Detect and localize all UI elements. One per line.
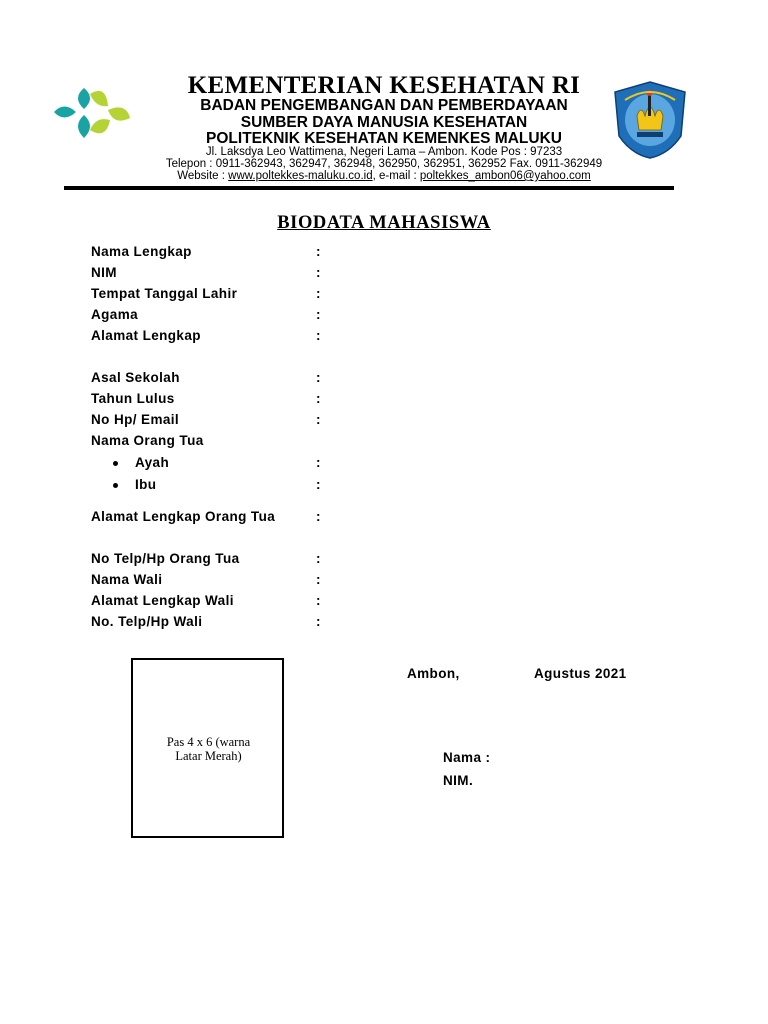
field-colon: : — [316, 593, 321, 608]
field-label-alamat-orang-tua: Alamat Lengkap Orang Tua — [91, 509, 276, 524]
field-colon: : — [316, 509, 321, 524]
field-label-nama-wali: Nama Wali — [91, 572, 163, 587]
field-label-telp-orang-tua: No Telp/Hp Orang Tua — [91, 551, 240, 566]
field-colon: : — [316, 572, 321, 587]
signature-place: Ambon, — [407, 666, 460, 681]
signature-nim-label: NIM. — [443, 773, 474, 788]
field-colon: : — [316, 265, 321, 280]
form-title — [0, 213, 768, 234]
email-link[interactable]: poltekkes_ambon06@yahoo.com — [419, 170, 591, 182]
website-line — [130, 170, 638, 182]
letterhead-divider — [64, 186, 674, 190]
field-label-ibu: Ibu — [135, 477, 157, 492]
photo-text-line-2: Latar Merah) — [175, 749, 242, 763]
field-colon: : — [316, 614, 321, 629]
signature-date: Agustus 2021 — [534, 666, 627, 681]
field-colon: : — [316, 244, 321, 259]
signature-name-label: Nama : — [443, 750, 491, 765]
website-link[interactable]: www.poltekkes-maluku.co.id — [228, 170, 373, 182]
bullet-icon — [113, 483, 118, 488]
field-colon: : — [316, 551, 321, 566]
kemenkes-logo — [48, 84, 132, 142]
field-colon: : — [316, 412, 321, 427]
phone-line: Telepon : 0911-362943, 362947, 362948, 362950, 362951, 362952 Fax. 0911-362949 — [165, 158, 603, 170]
field-label-nama-lengkap: Nama Lengkap — [91, 244, 192, 259]
field-label-alamat-lengkap: Alamat Lengkap — [91, 328, 201, 343]
address-line: Jl. Laksdya Leo Wattimena, Negeri Lama – Ambon. Kode Pos : 97233 — [205, 146, 563, 158]
agency-line-2: SUMBER DAYA MANUSIA KESEHATAN — [240, 114, 528, 131]
website-prefix: Website : — [177, 170, 229, 182]
field-colon: : — [316, 477, 321, 492]
field-label-no-hp-email: No Hp/ Email — [91, 412, 180, 427]
photo-text-line-1: Pas 4 x 6 (warna — [166, 735, 251, 749]
field-label-tahun-lulus: Tahun Lulus — [91, 391, 175, 406]
bullet-icon — [113, 461, 118, 466]
photo-instructions — [131, 735, 286, 763]
field-label-ayah: Ayah — [135, 455, 170, 470]
field-label-nim: NIM — [91, 265, 117, 280]
field-label-alamat-wali: Alamat Lengkap Wali — [91, 593, 234, 608]
field-colon: : — [316, 455, 321, 470]
school-name: POLITEKNIK KESEHATAN KEMENKES MALUKU — [206, 130, 562, 147]
field-label-asal-sekolah: Asal Sekolah — [91, 370, 180, 385]
form-title-text: BIODATA MAHASISWA — [277, 213, 491, 233]
agency-line-1: BADAN PENGEMBANGAN DAN PEMBERDAYAAN — [200, 97, 568, 114]
field-colon: : — [316, 286, 321, 301]
field-colon: : — [316, 370, 321, 385]
field-label-nama-orang-tua: Nama Orang Tua — [91, 433, 204, 448]
email-prefix: , e-mail : — [372, 170, 420, 182]
field-colon: : — [316, 328, 321, 343]
field-label-telp-wali: No. Telp/Hp Wali — [91, 614, 203, 629]
field-colon: : — [316, 307, 321, 322]
field-label-agama: Agama — [91, 307, 139, 322]
ministry-heading: KEMENTERIAN KESEHATAN RI — [187, 72, 581, 99]
field-colon: : — [316, 391, 321, 406]
field-label-tempat-tanggal-lahir: Tempat Tanggal Lahir — [91, 286, 238, 301]
